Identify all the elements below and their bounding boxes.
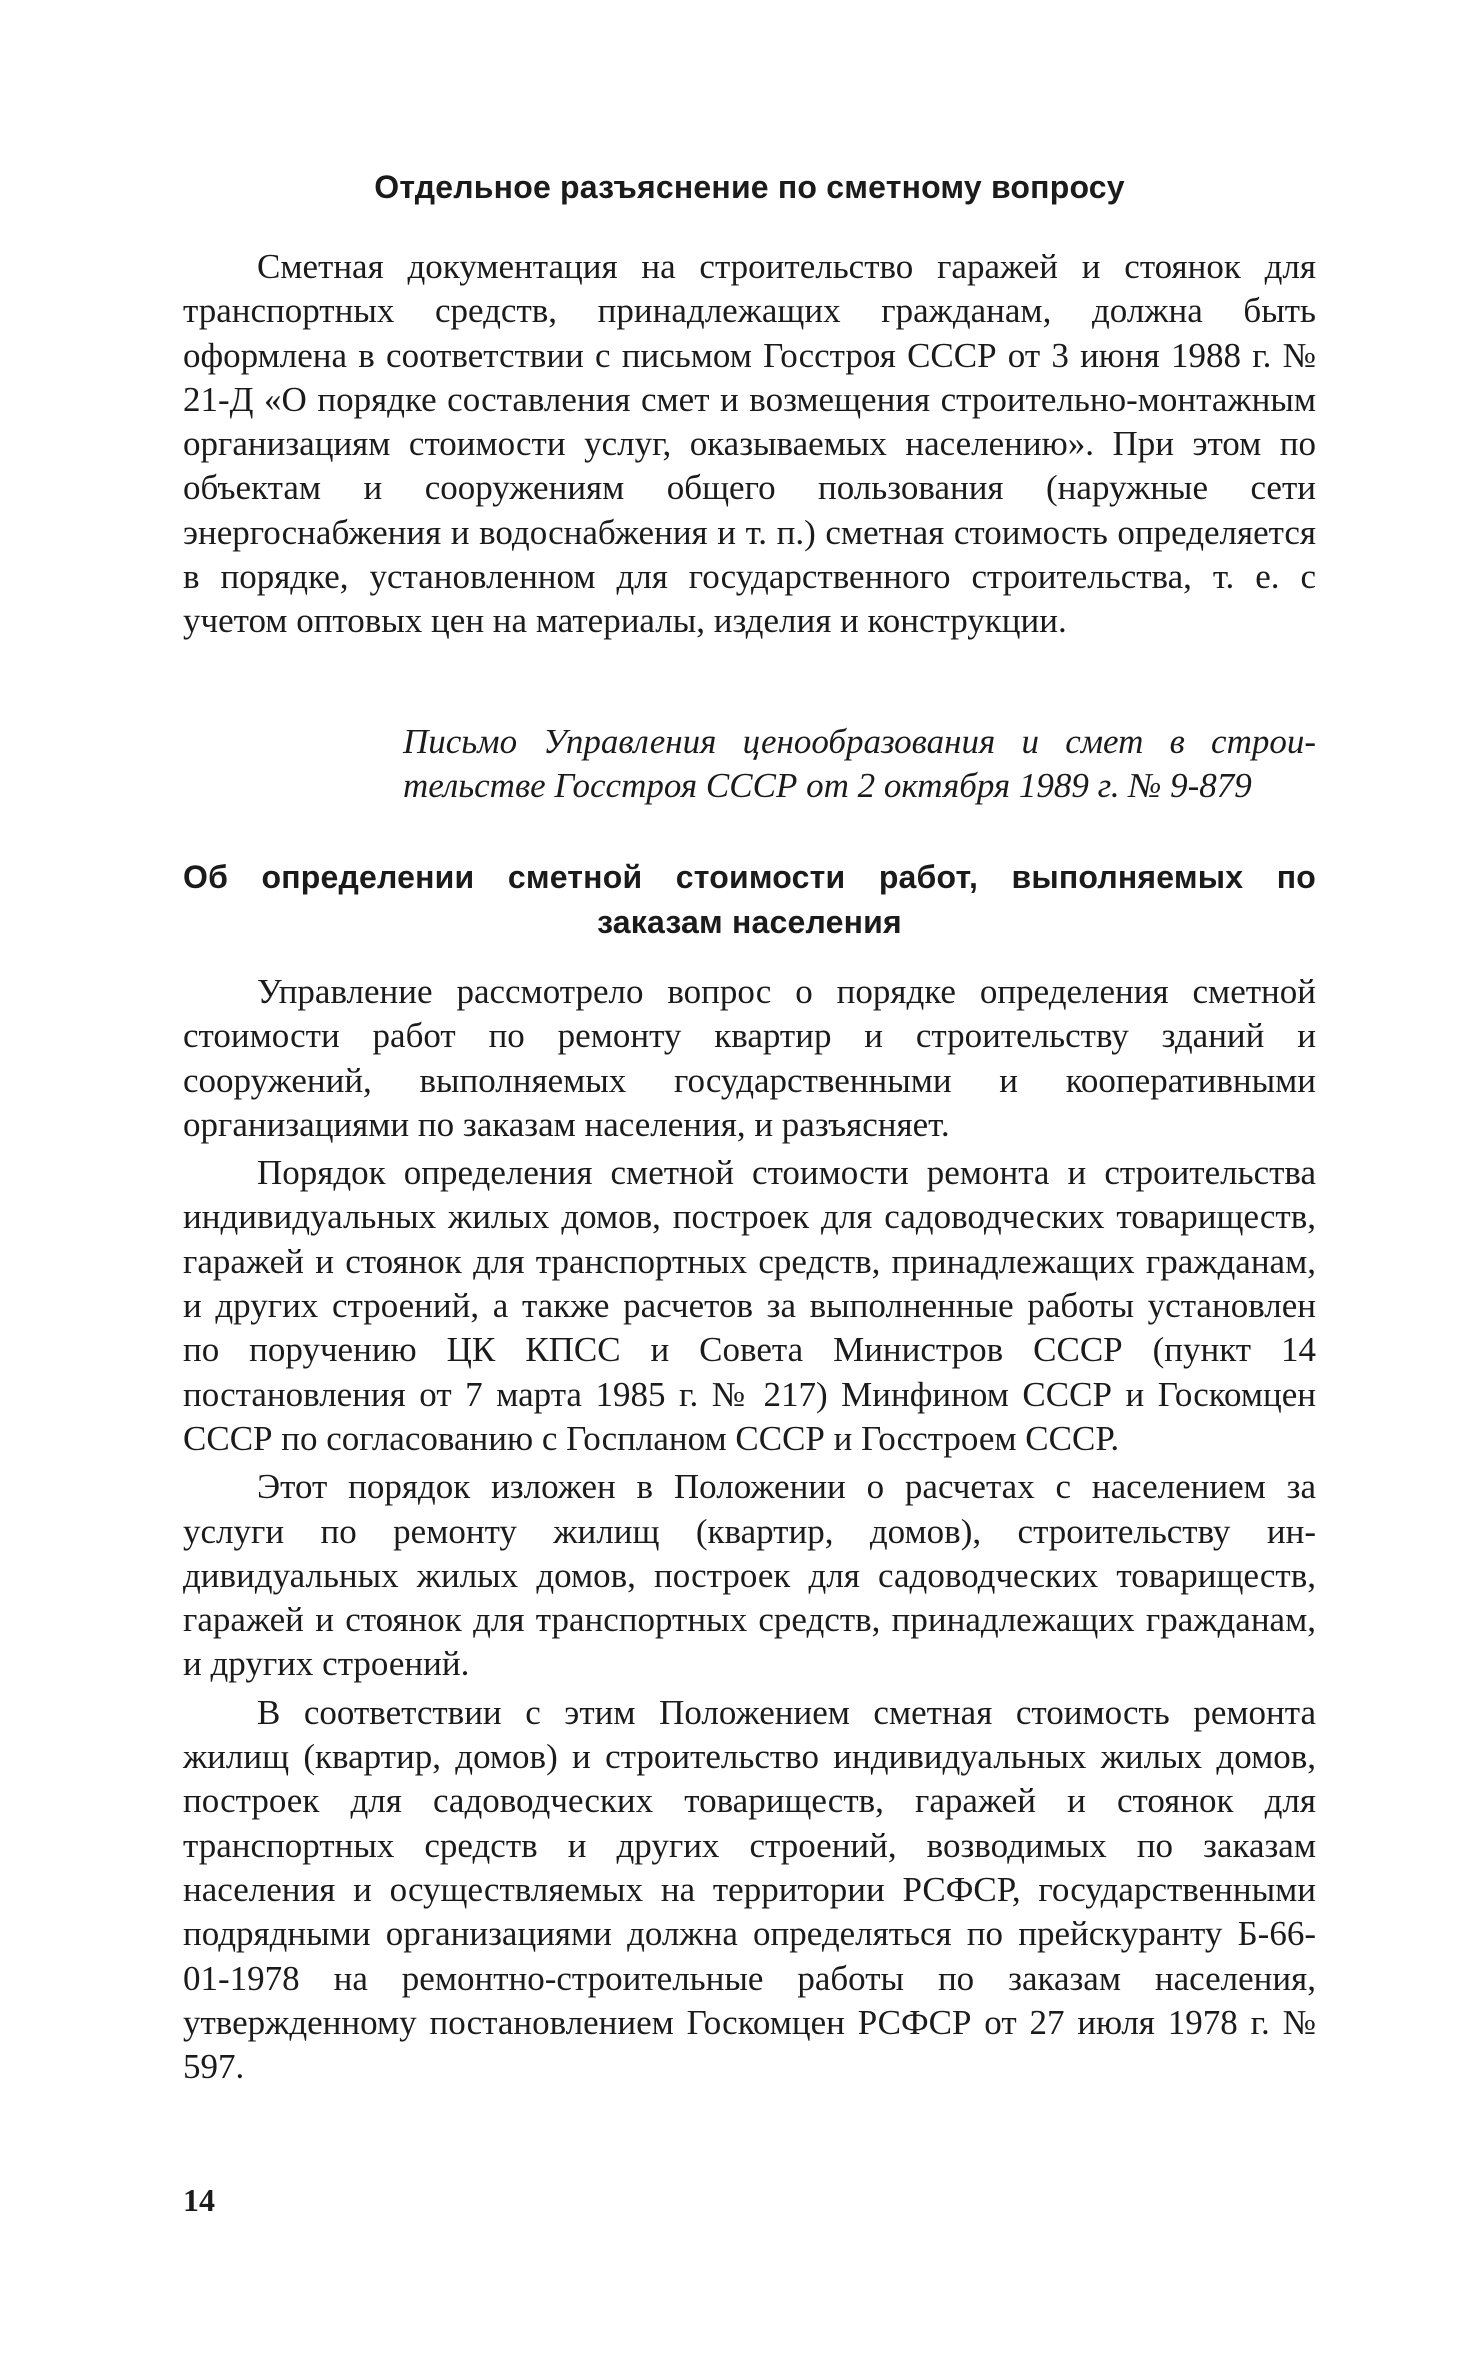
section-2-paragraph: Этот порядок изложен в Положении о расчетах с населением за услуги по ремонту жилищ (квартир, домов), строительству индивидуальных жилых домов, построек для садоводческих товариществ, гаражей и стоянок для транспортных средств, принадлежащих гражданам, и других строений. bbox=[183, 1467, 1316, 1684]
section-2-paragraph: Порядок определения сметной стоимости ремонта и строительства индивидуальных жилых домов, построек для садоводческих товариществ, гаражей и стоянок для транспортных средств, принадлежащих гражданам, и других строений, а также расчетов за выполненные работы установлен по поручению ЦК КПСС и Совета Министров СССР (пункт 14 постановления от 7 марта 1985 г. № 217) Минфином СССР и Госкомцен СССР по согласованию с Госпланом СССР и Госстроем СССР. bbox=[183, 1153, 1316, 1458]
page-number: 14 bbox=[183, 2182, 215, 2218]
section-2-heading-line-2: заказам населения bbox=[597, 904, 902, 940]
section-1-paragraph: Сметная документация на строительство гаражей и стоянок для транспортных средств, принадлежащих гражданам, должна быть оформлена в соответствии с письмом Госстроя СССР от 3 июня 1988 г. № 21-Д «О порядке составления смет и возмещения строительно-монтажным организациям стоимости услуг, оказываемых населению». При этом по объектам и сооружениям общего пользования (наружные сети энергоснабжения и водоснабжения и т. п.) сметная стоимость определяется в порядке, установленном для государственного строительства, т. е. с учетом оптовых цен на материалы, изделия и конструкции. bbox=[183, 247, 1316, 641]
section-1-heading: Отдельное разъяснение по сметному вопросу bbox=[374, 169, 1125, 205]
section-2-heading bbox=[183, 855, 1316, 945]
section-2-body bbox=[183, 970, 1316, 2089]
section-2-paragraph: В соответствии с этим Положением сметная стоимость ремонта жилищ (квартир, домов) и строительство индивидуальных жилых домов, построек для садоводческих товариществ, гаражей и стоянок для транспортных средств и других строений, возводимых по заказам населения и осуществляемых на территории РСФСР, государственными подрядными организациями должна определяться по прейскуранту Б-66-01-1978 на ремонтно-строительные работы по заказам населения, утвержденному постановлением Госкомцен РСФСР от 27 июля 1978 г. № 597. bbox=[183, 1692, 1316, 2087]
section-2-heading-line-1: Об определении сметной стоимости работ, выполняемых по bbox=[183, 859, 1316, 895]
section-1-source-citation: Письмо Управления ценообразования и смет в строительстве Госстроя СССР от 2 октября 1989 г. № 9-879 bbox=[403, 722, 1316, 805]
section-2-paragraph: Управление рассмотрело вопрос о порядке определения сметной стоимости работ по ремонту квартир и строительству зданий и сооружений, выполняемых государственными и кооперативными организациями по заказам населения, и разъясняет. bbox=[183, 972, 1316, 1144]
